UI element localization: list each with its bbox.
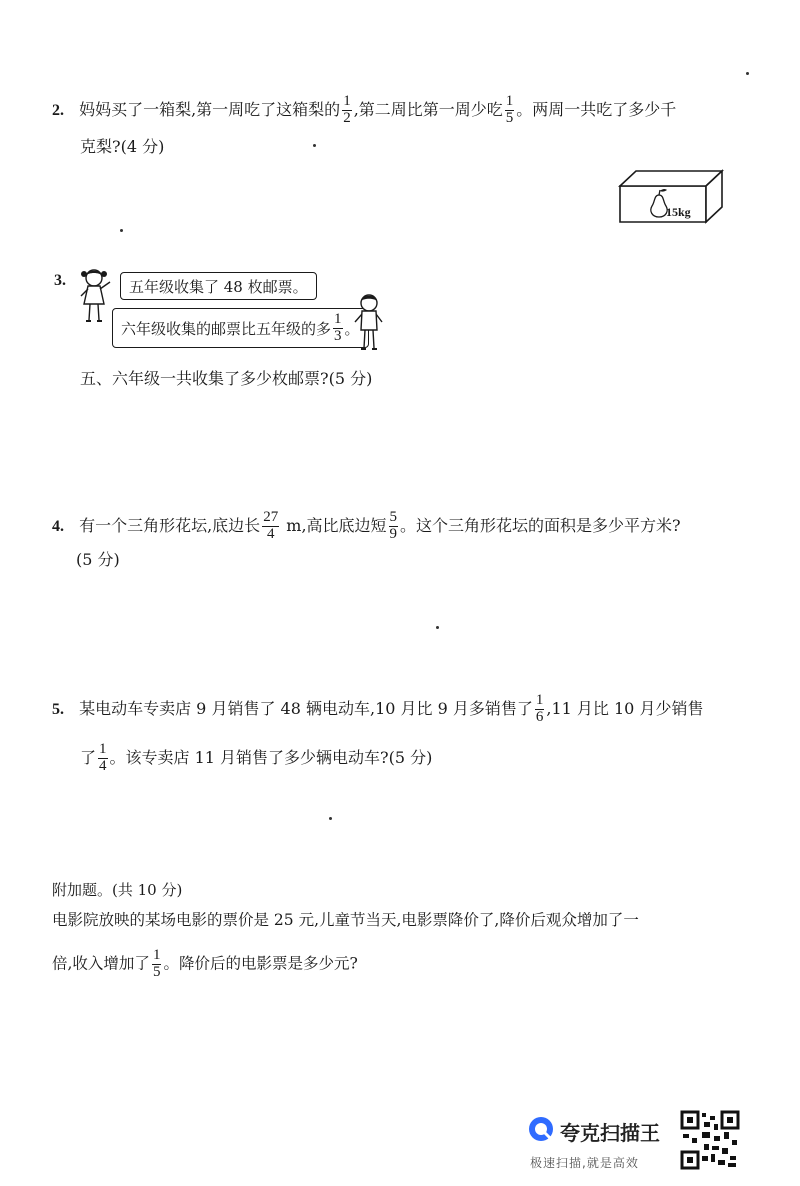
bonus-title: 附加题。(共 10 分)	[52, 881, 183, 899]
bonus-text-a: 倍,收入增加了	[52, 954, 150, 973]
scan-speck	[120, 229, 123, 232]
pear-box-illustration	[618, 168, 724, 224]
sixth-grade-speech-bubble	[112, 308, 369, 348]
q4-line2: (5 分)	[76, 550, 120, 569]
bubble2-fraction: $\frac{1}{3}$	[334, 310, 342, 344]
scan-speck	[436, 626, 439, 629]
bubble2-text-b: 。	[344, 319, 360, 338]
bubble1-text: 五年级收集了 48 枚邮票。	[129, 277, 308, 296]
q5-text-c: 了	[80, 747, 97, 767]
bonus-line1: 电影院放映的某场电影的票价是 25 元,儿童节当天,电影票降价了,降价后观众增加了一	[52, 911, 639, 929]
fifth-grade-speech-bubble	[120, 272, 317, 300]
bonus-text-b: 。降价后的电影票是多少元?	[163, 954, 358, 973]
scanner-watermark	[522, 1108, 742, 1174]
q4-text-b: m,高比底边短	[281, 515, 387, 535]
watermark-slogan: 极速扫描,就是高效	[530, 1156, 639, 1170]
q5-fraction-1: $\frac{1}{6}$	[535, 692, 544, 725]
scan-speck	[313, 144, 316, 147]
q5-text-a: 某电动车专卖店 9 月销售了 48 辆电动车,10 月比 9 月多销售了	[79, 698, 533, 718]
quark-logo-icon	[528, 1116, 554, 1142]
bubble2-text-a: 六年级收集的邮票比五年级的多	[121, 319, 332, 338]
scan-speck	[329, 817, 332, 820]
scan-speck	[746, 72, 749, 75]
q2-fraction-1: $\frac{1}{2}$	[343, 93, 351, 126]
q4-text-c: 。这个三角形花坛的面积是多少平方米?	[400, 515, 681, 535]
q2-text-c: 。两周一共吃了多少千	[516, 99, 677, 119]
q2-line1	[52, 94, 676, 127]
q5-number: 5.	[52, 700, 64, 718]
q2-line2: 克梨?(4 分)	[80, 137, 165, 156]
q4-number: 4.	[52, 517, 64, 535]
q5-text-b: ,11 月比 10 月少销售	[546, 698, 704, 718]
q4-text-a: 有一个三角形花坛,底边长	[79, 515, 261, 535]
boy-figure-icon	[352, 292, 388, 354]
qr-code-icon	[680, 1110, 740, 1170]
q2-fraction-2: $\frac{1}{5}$	[505, 93, 514, 126]
bonus-fraction: $\frac{1}{5}$	[152, 947, 161, 980]
watermark-brand: 夸克扫描王	[560, 1121, 660, 1145]
q4-fraction-2: $\frac{5}{9}$	[389, 509, 398, 542]
q3-question: 五、六年级一共收集了多少枚邮票?(5 分)	[80, 369, 373, 388]
q5-fraction-2: $\frac{1}{4}$	[99, 741, 107, 774]
q2-text-b: ,第二周比第一周少吃	[353, 99, 503, 119]
q2-number: 2.	[52, 101, 64, 119]
q2-text-a: 妈妈买了一箱梨,第一周吃了这箱梨的	[79, 99, 341, 119]
box-weight-label: 15kg	[666, 205, 691, 219]
q3-number: 3.	[54, 272, 66, 289]
q5-line1	[52, 693, 703, 726]
q5-text-d: 。该专卖店 11 月销售了多少辆电动车?(5 分)	[109, 747, 433, 767]
girl-figure-icon	[76, 266, 116, 326]
q5-line2	[80, 742, 432, 775]
bonus-line2	[52, 948, 358, 981]
q4-fraction-1: $\frac{27}{4}$	[263, 509, 279, 542]
q4-line1	[52, 510, 681, 543]
